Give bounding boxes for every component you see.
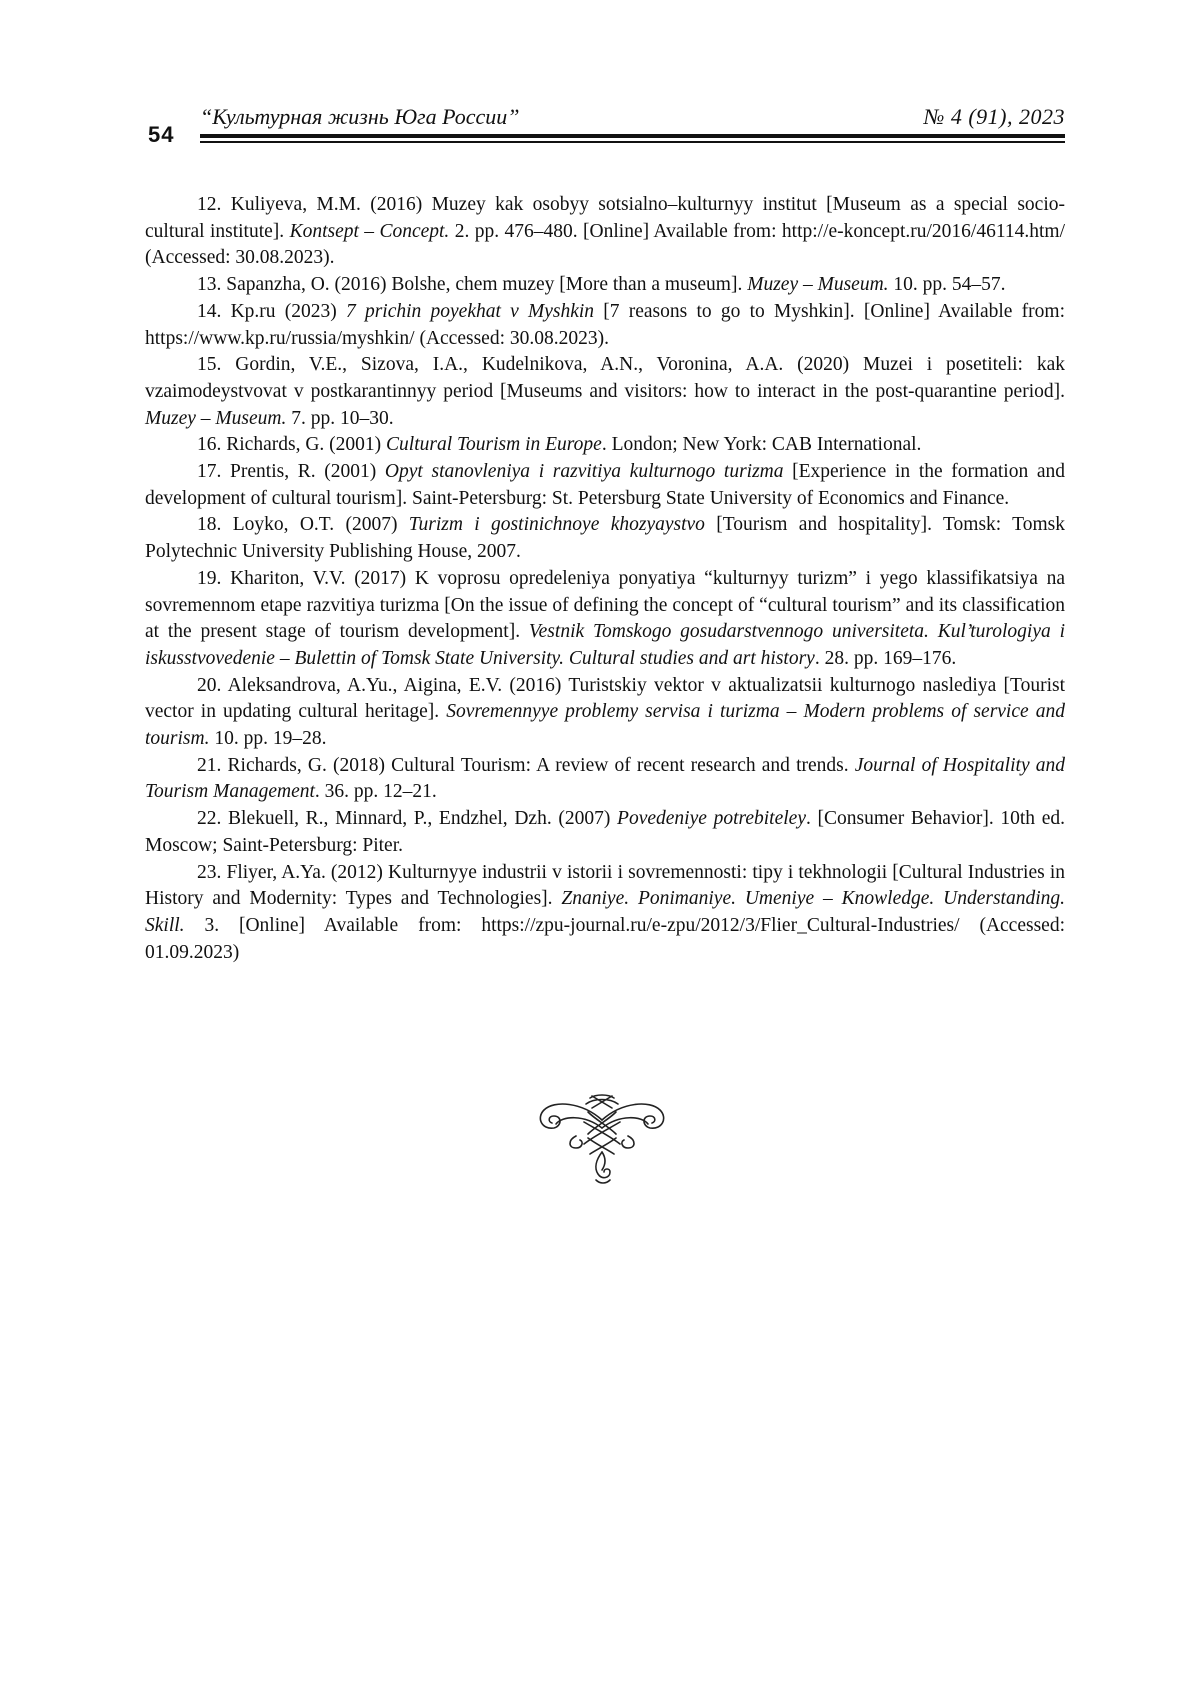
reference-italic: Znaniye. Ponimaniye. Umeniye – Knowledge. Understanding. Skill. [145, 888, 1065, 936]
reference-lead: 23. Fliyer, A.Ya. (2012) Kulturnyye industrii v istorii i sovremennosti: tipy i tekhnologii [Cultural Industries in History and Modernity: Types and Technologies]. [145, 862, 1065, 910]
reference-italic: Muzey – Museum. [747, 274, 888, 295]
reference-italic: Povedeniye potrebiteley [617, 808, 806, 829]
reference-tail: [7 reasons to go to Myshkin]. [Online] Available from: https://www.kp.ru/russia/myshkin/ (Accessed: 30.08.2023). [145, 301, 1065, 349]
running-header [200, 104, 1065, 134]
reference-tail: 10. pp. 19–28. [209, 728, 326, 749]
reference-tail: 2. pp. 476–480. [Online] Available from: http://e-koncept.ru/2016/46114.htm/ (Accessed: 30.08.2023). [145, 221, 1065, 269]
header-rule-thin [200, 141, 1065, 143]
header-rule-thick [200, 134, 1065, 138]
reference-entry [145, 753, 1065, 806]
journal-title: “Культурная жизнь Юга России” [200, 104, 520, 130]
reference-italic: Muzey – Museum. [145, 408, 286, 429]
reference-entry [145, 512, 1065, 565]
reference-entry [145, 432, 1065, 459]
reference-tail: 7. pp. 10–30. [286, 408, 393, 429]
reference-entry [145, 272, 1065, 299]
reference-lead: 15. Gordin, V.E., Sizova, I.A., Kudelnikova, A.N., Voronina, A.A. (2020) Muzei i posetiteli: kak vzaimodeystvovat v postkarantinnyy period [Museums and visitors: how to interact in the post-quarantine period]. [145, 354, 1065, 402]
reference-lead: 13. Sapanzha, O. (2016) Bolshe, chem muzey [More than a museum]. [197, 274, 747, 295]
reference-lead: 16. Richards, G. (2001) [197, 434, 386, 455]
page-number: 54 [148, 122, 174, 148]
reference-entry [145, 459, 1065, 512]
reference-tail: 3. [Online] Available from: https://zpu-journal.ru/e-zpu/2012/3/Flier_Cultural-Industries/ (Accessed: 01.09.2023) [145, 915, 1065, 963]
reference-list [145, 192, 1065, 966]
reference-entry [145, 860, 1065, 967]
reference-italic: Kontsept – Concept. [290, 221, 450, 242]
reference-lead: 12. Kuliyeva, M.M. (2016) Muzey kak osobyy sotsialno–kulturnyy institut [Museum as a special socio-cultural institute]. [145, 194, 1065, 242]
reference-italic: Journal of Hospitality and Tourism Management [145, 755, 1065, 803]
reference-tail: . London; New York: CAB International. [602, 434, 922, 455]
reference-entry [145, 806, 1065, 859]
flourish-ornament-icon [532, 1092, 672, 1188]
reference-tail: [Experience in the formation and development of cultural tourism]. Saint-Petersburg: St. Petersburg State University of Economics and Finance. [145, 461, 1065, 509]
reference-tail: 10. pp. 54–57. [889, 274, 1006, 295]
reference-entry [145, 192, 1065, 272]
reference-tail: . 36. pp. 12–21. [315, 781, 437, 802]
reference-lead: 17. Prentis, R. (2001) [197, 461, 385, 482]
reference-lead: 22. Blekuell, R., Minnard, P., Endzhel, Dzh. (2007) [197, 808, 617, 829]
reference-italic: Turizm i gostinichnoye khozyaystvo [409, 514, 705, 535]
reference-italic: Vestnik Tomskogo gosudarstvennogo universiteta. Kul’turologiya i iskusstvovedenie – Bulettin of Tomsk State University. Cultural studies and art history [145, 621, 1065, 669]
reference-entry [145, 566, 1065, 673]
reference-lead: 19. Khariton, V.V. (2017) K voprosu opredeleniya ponyatiya “kulturnyy turizm” i yego klassifikatsiya na sovremennom etape razvitiya turizma [On the issue of defining the concept of “cultural tourism” and its classification at the present stage of tourism development]. [145, 568, 1065, 642]
reference-lead: 14. Kp.ru (2023) [197, 301, 346, 322]
reference-tail: [Tourism and hospitality]. Tomsk: Tomsk Polytechnic University Publishing House, 2007. [145, 514, 1065, 562]
reference-italic: Opyt stanovleniya i razvitiya kulturnogo turizma [385, 461, 784, 482]
reference-lead: 18. Loyko, O.T. (2007) [197, 514, 409, 535]
reference-entry [145, 673, 1065, 753]
reference-tail: . 28. pp. 169–176. [815, 648, 956, 669]
reference-tail: . [Consumer Behavior]. 10th ed. Moscow; Saint-Petersburg: Piter. [145, 808, 1065, 856]
reference-italic: Cultural Tourism in Europe [386, 434, 602, 455]
reference-italic: 7 prichin poyekhat v Myshkin [346, 301, 594, 322]
reference-italic: Sovremennyye problemy servisa i turizma – Modern problems of service and tourism. [145, 701, 1065, 749]
reference-lead: 20. Aleksandrova, A.Yu., Aigina, E.V. (2016) Turistskiy vektor v aktualizatsii kulturnogo naslediya [Tourist vector in updating cultural heritage]. [145, 675, 1065, 723]
reference-entry [145, 299, 1065, 352]
reference-lead: 21. Richards, G. (2018) Cultural Tourism: A review of recent research and trends. [197, 755, 855, 776]
journal-page [0, 0, 1200, 1698]
issue-number: № 4 (91), 2023 [924, 104, 1065, 130]
reference-entry [145, 352, 1065, 432]
